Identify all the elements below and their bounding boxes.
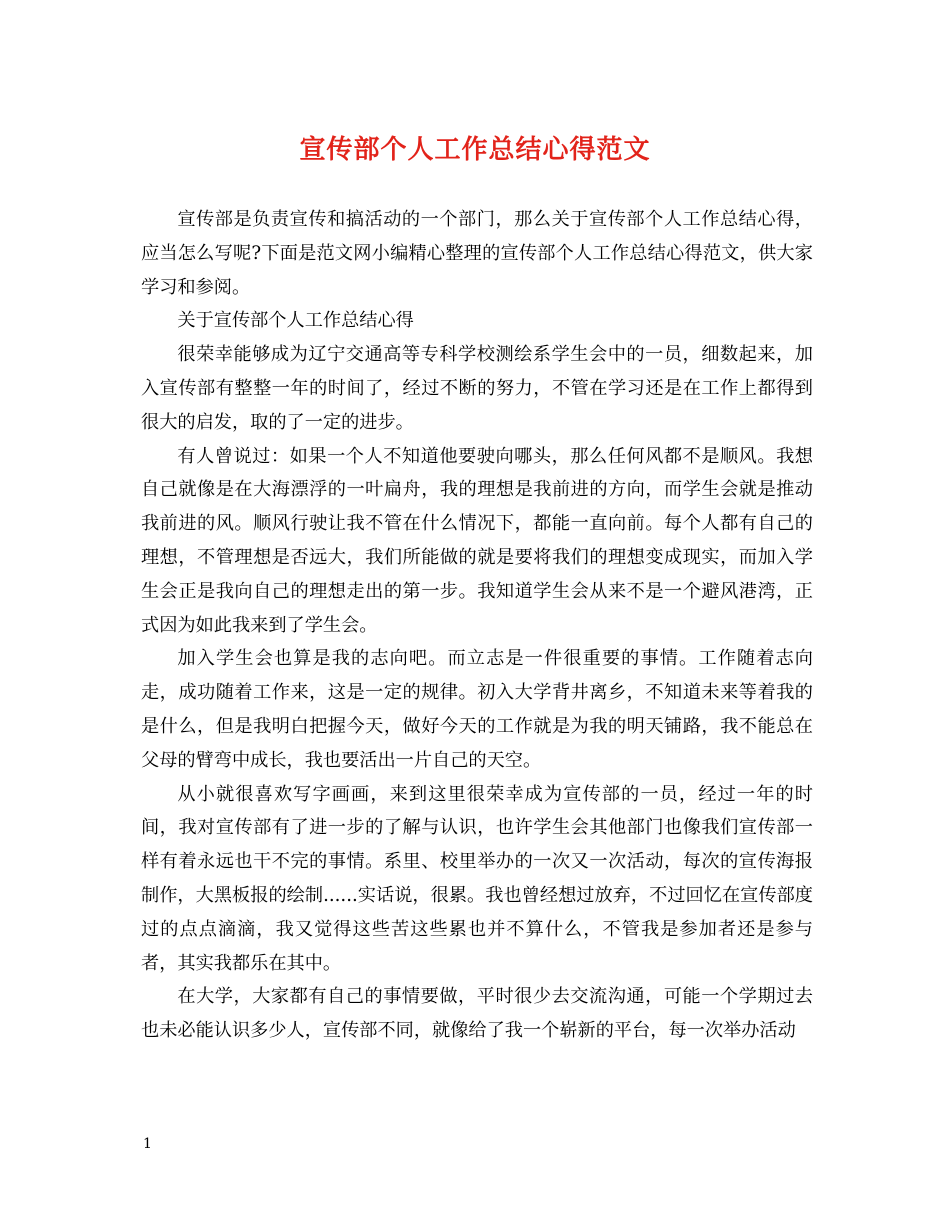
page-number: 1 — [143, 1136, 152, 1152]
paragraph-subheading: 关于宣传部个人工作总结心得 — [177, 310, 414, 332]
paragraph-3: 加入学生会也算是我的志向吧。而立志是一件很重要的事情。工作随着志向走，成功随着工作来，这是一定的规律。初入大学背井离乡，不知道未来等着我的是什么，但是我明白把握今天，做好今天的工作就是为我的明天铺路，我不能总在父母的臂弯中成长，我也要活出一片自己的天空。 — [141, 648, 813, 771]
paragraph-4: 从小就很喜欢写字画画，来到这里很荣幸成为宣传部的一员，经过一年的时间，我对宣传部有了进一步的了解与认识，也许学生会其他部门也像我们宣传部一样有着永远也干不完的事情。系里、校里举办的一次又一次活动，每次的宣传海报制作，大黑板报的绘制......实话说，很累。我也曾经想过放弃，不过回忆在宣传部度过的点点滴滴，我又觉得这些苦这些累也并不算什么，不管我是参加者还是参与者，其实我都乐在其中。 — [141, 783, 813, 974]
paragraph-1: 很荣幸能够成为辽宁交通高等专科学校测绘系学生会中的一员，细数起来，加入宣传部有整整一年的时间了，经过不断的努力，不管在学习还是在工作上都得到很大的启发，取的了一定的进步。 — [141, 344, 813, 433]
document-body — [141, 203, 813, 1048]
paragraph-5: 在大学，大家都有自己的事情要做，平时很少去交流沟通，可能一个学期过去也未必能认识多少人，宣传部不同，就像给了我一个崭新的平台，每一次举办活动 — [141, 986, 813, 1042]
document-title: 宣传部个人工作总结心得范文 — [299, 135, 651, 165]
paragraph-2: 有人曾说过：如果一个人不知道他要驶向哪头，那么任何风都不是顺风。我想自己就像是在大海漂浮的一叶扁舟，我的理想是我前进的方向，而学生会就是推动我前进的风。顺风行驶让我不管在什么情况下，都能一直向前。每个人都有自己的理想，不管理想是否远大，我们所能做的就是要将我们的理想变成现实，而加入学生会正是我向自己的理想走出的第一步。我知道学生会从来不是一个避风港湾，正式因为如此我来到了学生会。 — [141, 445, 813, 636]
paragraph-intro: 宣传部是负责宣传和搞活动的一个部门，那么关于宣传部个人工作总结心得，应当怎么写呢?下面是范文网小编精心整理的宣传部个人工作总结心得范文，供大家学习和参阅。 — [141, 209, 813, 298]
